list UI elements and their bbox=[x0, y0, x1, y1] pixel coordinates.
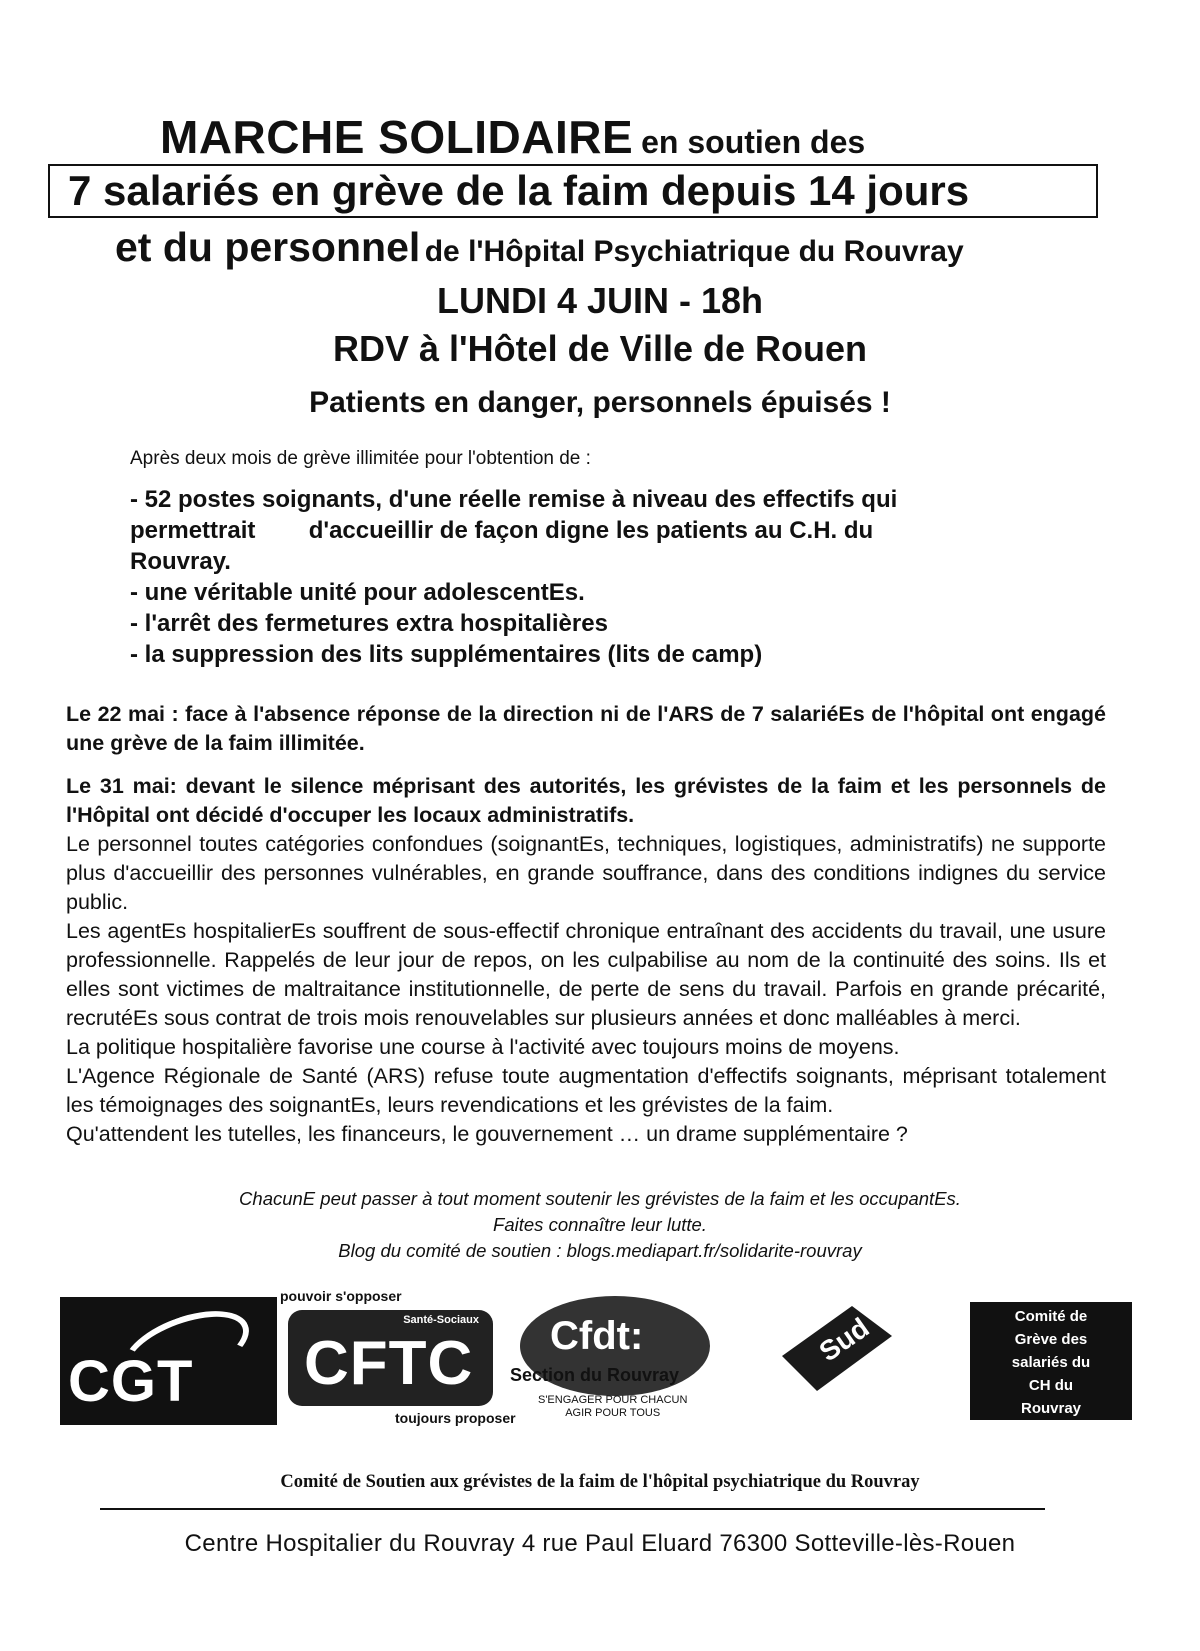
comite-line: CH du bbox=[1028, 1377, 1074, 1394]
sud-logo bbox=[772, 1296, 902, 1406]
footer-address: Centre Hospitalier du Rouvray 4 rue Paul Eluard 76300 Sotteville-lès-Rouen bbox=[184, 1530, 1016, 1557]
paragraph-line: Les agentEs hospitalierEs souffrent de sous-effectif chronique entraînant des accidents du travail, une usure professionnelle. Rappelés de leur jour de repos, on les culpabilise au nom de la continuité des soins. Ils et elles sont victimes de maltraitance institutionnelle, de perte de sens du travail. Parfois en grande précarité, recrutéEs sous contrat de trois mois renouvelables sur plusieurs années et donc malléables à merci. bbox=[66, 919, 1106, 1030]
cftc-slogan-bottom: toujours proposer bbox=[395, 1410, 516, 1426]
cfdt-tagline-1: S'ENGAGER POUR CHACUN bbox=[538, 1394, 688, 1406]
demand-line: - l'arrêt des fermetures extra hospitalières bbox=[130, 610, 608, 637]
headline-personnel bbox=[115, 224, 1075, 271]
cftc-logo bbox=[288, 1310, 493, 1406]
headline-main: MARCHE SOLIDAIRE bbox=[160, 111, 634, 163]
comite-line: salariés du bbox=[1011, 1354, 1091, 1371]
cfdt-tagline-2: AGIR POUR TOUS bbox=[565, 1407, 661, 1419]
paragraph-line: Le personnel toutes catégories confondues (soignantEs, techniques, logistiques, administratifs) ne supporte plus d'accueillir des personnes vulnérables, en grande souffrance, dans des conditions indignes du service public. bbox=[66, 832, 1106, 914]
event-date: LUNDI 4 JUIN - 18h bbox=[436, 280, 764, 321]
demand-line: - la suppression des lits supplémentaires (lits de camp) bbox=[130, 641, 763, 668]
cftc-logo-text: CFTC bbox=[304, 1329, 474, 1398]
paragraph-31-mai bbox=[66, 772, 1106, 1149]
call-line-1: ChacunE peut passer à tout moment soutenir les grévistes de la faim et les occupantEs. bbox=[239, 1188, 961, 1209]
demand-line: - 52 postes soignants, d'une réelle remise à niveau des effectifs qui bbox=[130, 486, 898, 513]
paragraph-line: La politique hospitalière favorise une course à l'activité avec toujours moins de moyens. bbox=[66, 1035, 900, 1059]
headline-march bbox=[160, 110, 1060, 164]
comite-line: Rouvray bbox=[1020, 1400, 1082, 1417]
headline-suffix: en soutien des bbox=[641, 124, 866, 160]
event-location: RDV à l'Hôtel de Ville de Rouen bbox=[332, 328, 867, 369]
paragraph-line: L'Agence Régionale de Santé (ARS) refuse toute augmentation d'effectifs soignants, méprisant totalement les témoignages des soignantEs, leurs revendications et les grévistes de la faim. bbox=[66, 1064, 1106, 1117]
comite-line: Grève des bbox=[1014, 1331, 1088, 1348]
paragraph-line: Qu'attendent les tutelles, les financeurs, le gouvernement … un drame supplémentaire ? bbox=[66, 1122, 908, 1146]
slogan: Patients en danger, personnels épuisés ! bbox=[309, 386, 891, 419]
demand-line: Rouvray. bbox=[130, 548, 231, 575]
headline-personnel-suffix: de l'Hôpital Psychiatrique du Rouvray bbox=[424, 235, 964, 268]
comite-line: Comité de bbox=[1014, 1308, 1088, 1325]
footer-divider bbox=[100, 1508, 1045, 1510]
demands-list bbox=[130, 484, 1030, 670]
demand-line: permettrait d'accueillir de façon digne les patients au C.H. du bbox=[130, 517, 874, 544]
blog-link[interactable]: Blog du comité de soutien : blogs.mediapart.fr/solidarite-rouvray bbox=[338, 1240, 862, 1261]
paragraph-31-mai-lead: Le 31 mai: devant le silence méprisant des autorités, les grévistes de la faim et les personnels de l'Hôpital ont décidé d'occuper les locaux administratifs. bbox=[66, 774, 1106, 827]
demand-line: - une véritable unité pour adolescentEs. bbox=[130, 579, 585, 606]
footer-committee: Comité de Soutien aux grévistes de la faim de l'hôpital psychiatrique du Rouvray bbox=[280, 1472, 920, 1492]
cfdt-logo-text: Cfdt: bbox=[550, 1314, 644, 1358]
cfdt-section: Section du Rouvray bbox=[510, 1365, 680, 1385]
headline-boxed: 7 salariés en grève de la faim depuis 14 jours bbox=[48, 164, 1098, 218]
cfdt-tagline bbox=[538, 1394, 687, 1420]
call-line-2: Faites connaître leur lutte. bbox=[493, 1214, 707, 1235]
headline-personnel-main: et du personnel bbox=[115, 224, 421, 270]
cftc-logo-sub: Santé-Sociaux bbox=[403, 1314, 479, 1326]
cgt-logo bbox=[60, 1297, 277, 1425]
cgt-logo-text: CGT bbox=[68, 1349, 194, 1414]
sud-logo-text: Sud bbox=[813, 1311, 875, 1368]
sud-logo-icon bbox=[772, 1296, 902, 1406]
cftc-slogan-top: pouvoir s'opposer bbox=[280, 1288, 402, 1304]
comite-greve-box bbox=[970, 1302, 1132, 1420]
intro-text: Après deux mois de grève illimitée pour l'obtention de : bbox=[130, 448, 591, 469]
paragraph-22-mai: Le 22 mai : face à l'absence réponse de la direction ni de l'ARS de 7 salariéEs de l'hôpital ont engagé une grève de la faim illimitée. bbox=[66, 702, 1106, 755]
